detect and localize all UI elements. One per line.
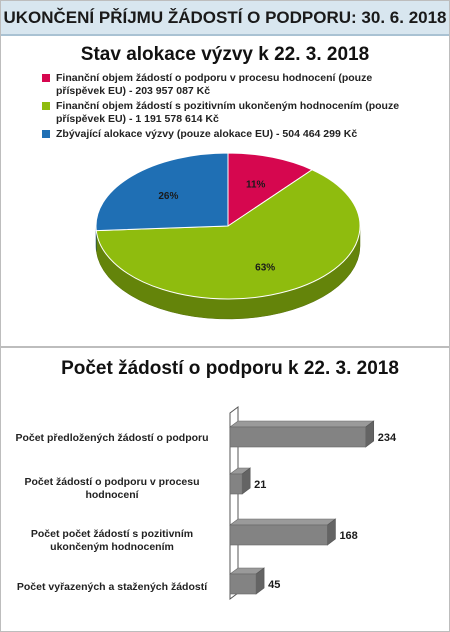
- bar-top: [230, 519, 335, 525]
- pie-slice-label: 11%: [245, 179, 266, 191]
- bar-top: [230, 421, 374, 427]
- bar-value-label: 168: [339, 530, 358, 542]
- bar-value-label: 21: [254, 479, 267, 491]
- bar-category-label: Počet vyřazených a stažených žádostí: [16, 581, 208, 593]
- bar: [230, 427, 366, 447]
- bar-category-label: Počet žádostí o podporu v procesu hodnocení: [24, 476, 200, 501]
- legend-label: Zbývající alokace výzvy (pouze alokace EU) - 504 464 299 Kč: [56, 128, 358, 140]
- bar: [230, 474, 242, 494]
- bar-value-label: 45: [268, 579, 281, 591]
- bar: [230, 525, 327, 545]
- bar-category-label: Počet předložených žádostí o podporu: [15, 432, 209, 444]
- pie-slice-label: 63%: [255, 262, 276, 274]
- bar-chart-title: Počet žádostí o podporu k 22. 3. 2018: [61, 358, 399, 379]
- page-title: UKONČENÍ PŘÍJMU ŽÁDOSTÍ O PODPORU: 30. 6. 2018: [3, 8, 447, 27]
- pie-slice-label: 26%: [158, 191, 179, 203]
- bar-category-label: Počet počet žádostí s pozitivním ukončeným hodnocením: [30, 528, 194, 553]
- bar-value-label: 234: [377, 432, 397, 444]
- bar: [230, 574, 256, 594]
- pie-chart-title: Stav alokace výzvy k 22. 3. 2018: [80, 44, 370, 65]
- legend-label: Finanční objem žádostí o podporu v procesu hodnocení (pouze příspěvek EU) - 203 957 087 Kč: [56, 72, 373, 97]
- legend-label: Finanční objem žádostí s pozitivním ukončeným hodnocením (pouze příspěvek EU) - 1 191 578 614 Kč: [56, 100, 400, 125]
